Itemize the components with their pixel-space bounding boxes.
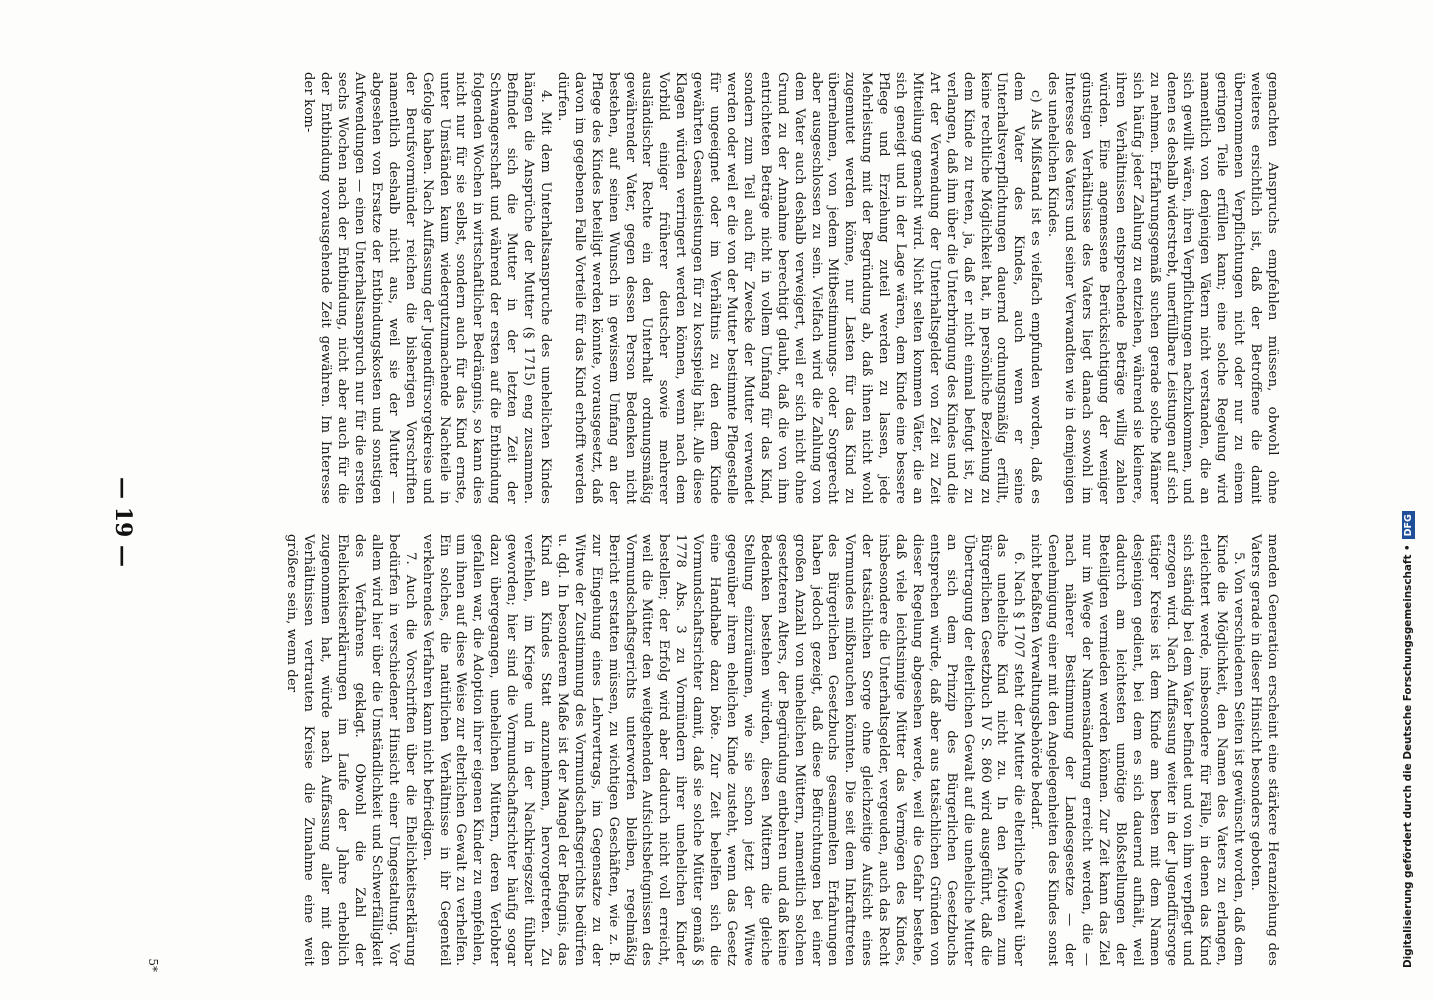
paragraph: 6. Nach § 1707 steht der Mutter die elterliche Gewalt über das uneheliche Kind nicht zu. In den Motiven zum Bürgerlichen Gesetzbuch IV S. 860 wird ausgeführt, daß die Übertragung der elterlichen Gewalt auf die uneheliche Mutter an sich dem Prinzip des Bürgerlichen Gesetzbuchs entsprechen würde, daß aber aus tatsächlichen Gründen von dieser Regelung abgesehen werde, weil die Gefahr bestehe, daß viele leichtsinnige Mütter das Vermögen des Kindes, insbesondere die Unterhaltsgelder, vergeuden, auch das Recht der tatsächlichen Sorge ohne gleichzeitige Aufsicht eines Vormundes mißbrauchen könnten. Die seit dem Inkrafttreten des Bürgerlichen Gesetzbuchs gesammelten Erfahrungen haben jedoch gezeigt, daß diese Befürchtungen bei einer großen Anzahl von unehelichen Müttern, namentlich solchen gesetzteren Alters, der Begründung entbehren und daß keine Bedenken bestehen würden, diesen Müttern die gleiche Stellung einzuräumen, wie sie schon jetzt der Witwe gegenüber ihrem ehelichen Kinde zusteht, wenn das Gesetz eine Handhabe dazu böte. Zur Zeit behelfen sich die Vormundschaftsrichter damit, daß sie solche Mütter gemäß § 1778 Abs. 3 zu Vormündern ihrer unehelichen Kinder bestellen; der Erfolg wird aber dadurch nicht voll erreicht, weil die Mütter den weitgehenden Aufsichtsbefugnissen des Vormundschaftsgerichts unterworfen bleiben, regelmäßig Bericht erstatten müssen, zu wichtigen Geschäften, wie z. B. zur Eingehung eines Lehrvertrags, im Gegensatze zu der Witwe der Zustimmung des Vormundschaftsgerichts bedürfen u. dgl. In besonderem Maße ist der Mangel der Befugnis, das Kind an Kindes Statt anzunehmen, hervorgetreten. Zu verfehlen, im Kriege und in der Nachkriegszeit fühlbar geworden; hier sind die Vormundschaftsrichter häufig sogar dazu übergegangen, unehelichen Müttern, deren Verlobter gefallen war, die Adoption ihrer eigenen Kinder zu empfehlen, um ihnen auf diese Weise zur elterlichen Gewalt zu verhelfen. Ein solches, die natürlichen Verhältnisse in ihr Gegenteil verkehrendes Verfahren kann nicht befriedigen. (419, 534, 1027, 966)
paragraph: 5. Von verschiedenen Seiten ist gewünscht worden, daß dem Kinde die Möglichkeit, den Namen des Vaters zu erlangen, erleichtert werde, insbesondere für Fälle, in denen das Kind sich ständig bei dem Vater befindet und von ihm verpflegt und erzogen wird. Nach Auffassung weiter in der Jugendfürsorge tätiger Kreise ist dem Kinde am besten mit dem Namen desjenigen gedient, bei dem es sich dauernd aufhält, weil dadurch am leichtesten unnötige Bloßstellungen der Beteiligten vermieden werden können. Zur Zeit kann das Ziel nur im Wege der Namensänderung erreicht werden, die — nach näherer Bestimmung der Landesgesetze — der Genehmigung einer mit den Angelegenheiten des Kindes sonst nicht befaßten Verwaltungsbehörde bedarf. (1028, 534, 1247, 966)
page-number: — 19 — (110, 477, 136, 567)
paragraph: c) Als Mißstand ist es vielfach empfunden worden, daß es dem Vater des Kindes, auch wenn er seine Unterhaltsverpflichtungen dauernd ordnungsmäßig erfüllt, keine rechtliche Möglichkeit hat, in persönliche Beziehung zu dem Kinde zu treten, ja, daß er nicht einmal befugt ist, zu verlangen, daß ihm über die Unterbringung des Kindes und die Art der Verwendung der Unterhaltsgelder von Zeit zu Zeit Mitteilung gemacht wird. Nicht selten kommen Väter, die an sich geneigt und in der Lage wären, dem Kinde eine bessere Pflege und Erziehung zuteil werden zu lassen, jede Mehrleistung mit der Begründung ab, daß ihnen nicht wohl zugemutet werden könne, nur Lasten für das Kind zu übernehmen, von jedem Mitbestimmungs- oder Sorgerecht aber ausgeschlossen zu sein. Vielfach wird die Zahlung von dem Vater auch deshalb verweigert, weil er sich nicht ohne Grund zu der Annahme berechtigt glaubt, daß die von ihm entrichteten Beträge nicht in vollem Umfang für das Kind, sondern zum Teil auch für Zwecke der Mutter verwendet werden oder weil er die von der Mutter bestimmte Pflegestelle für ungeeignet oder im Verhältnis zu den dem Kinde gewährten Gesamtleistungen für zu kostspielig hält. Alle diese Klagen würden verringert werden können, wenn nach dem Vorbild einiger früherer deutscher sowie mehrerer ausländischer Rechte ein den Unterhalt ordnungsmäßig gewährender Vater, gegen dessen Person Bedenken nicht bestehen, auf seinen Wunsch in gewissem Umfang an der Pflege des Kindes beteiligt werden könnte, vorausgesetzt, daß davon im gegebenen Falle Vorteile für das Kind erhofft werden dürfen. (554, 72, 1044, 504)
rotated-page-content (100, 72, 1280, 972)
right-text-column (160, 534, 1280, 966)
left-text-column (160, 72, 1280, 504)
paragraph: gemachten Anspruchs empfehlen müssen, obwohl ohne weiteres ersichtlich ist, daß der Betroffene die damit übernommenen Verpflichtungen nicht oder nur zu einem geringen Teile erfüllen kann; eine solche Regelung wird namentlich von denjenigen Vätern nicht verstanden, die an sich gewillt wären, ihren Verpflichtungen nachzukommen, und denen es deshalb widerstrebt, unerfüllbare Leistungen auf sich zu nehmen. Erfahrungsgemäß suchen gerade solche Männer sich häufig jeder Zahlung zu entziehen, während sie kleinere, ihren Verhältnissen entsprechende Beträge willig zahlen würden. Eine angemessene Berücksichtigung der weniger günstigen Verhältnisse des Vaters liegt danach sowohl im Interesse des Vaters und seiner Verwandten wie in demjenigen des unehelichen Kindes. (1045, 72, 1280, 504)
paragraph: 7. Auch die Vorschriften über die Ehelichkeitserklärung bedürfen in verschiedener Hinsicht einer Umgestaltung. Vor allem wird hier über die Umständlichkeit und Schwerfälligkeit des Verfahrens geklagt. Obwohl die Zahl der Ehelichkeitserklärungen im Laufe der Jahre erheblich zugenommen hat, würde nach Auffassung aller mit den Verhältnissen vertrauten Kreise die Zunahme eine weit größere sein, wenn der (284, 534, 418, 966)
side-notice-strip (1402, 8, 1432, 968)
signature-mark: 5* (146, 958, 160, 972)
dfg-logo-icon: DFG (1402, 511, 1415, 539)
paragraph: menden Generation erscheint eine stärkere Heranziehung des Vaters gerade in dieser Hinsicht besonders geboten. (1248, 534, 1280, 966)
side-notice-text: Digitalisierung gefördert durch die Deutsche Forschungsgemeinschaft • (1402, 544, 1414, 968)
paragraph: 4. Mit dem Unterhaltsanspruche des unehelichen Kindes hängen die Ansprüche der Mutter (§ 1715) eng zusammen. Befindet sich die Mutter in der letzten Zeit der Schwangerschaft und während der ersten auf die Entbindung folgenden Wochen in wirtschaftlicher Bedrängnis, so kann dies nicht nur für sie selbst, sondern auch für das Kind ernste, unter Umständen kaum wiedergutzumachende Nachteile in Gefolge haben. Nach Auffassung der Jugendfürsorgekreise und der Berufsvormünder reichen die bisherigen Vorschriften namentlich deshalb nicht aus, weil sie der Mutter — abgesehen von Ersatze der Entbindungskosten und sonstigen Aufwendungen — einen Unterhaltsanspruch nur für die ersten sechs Wochen nach der Entbindung, nicht aber auch für die der Entbindung vorausgehende Zeit gewähren. Im Interesse der kom- (301, 72, 554, 504)
